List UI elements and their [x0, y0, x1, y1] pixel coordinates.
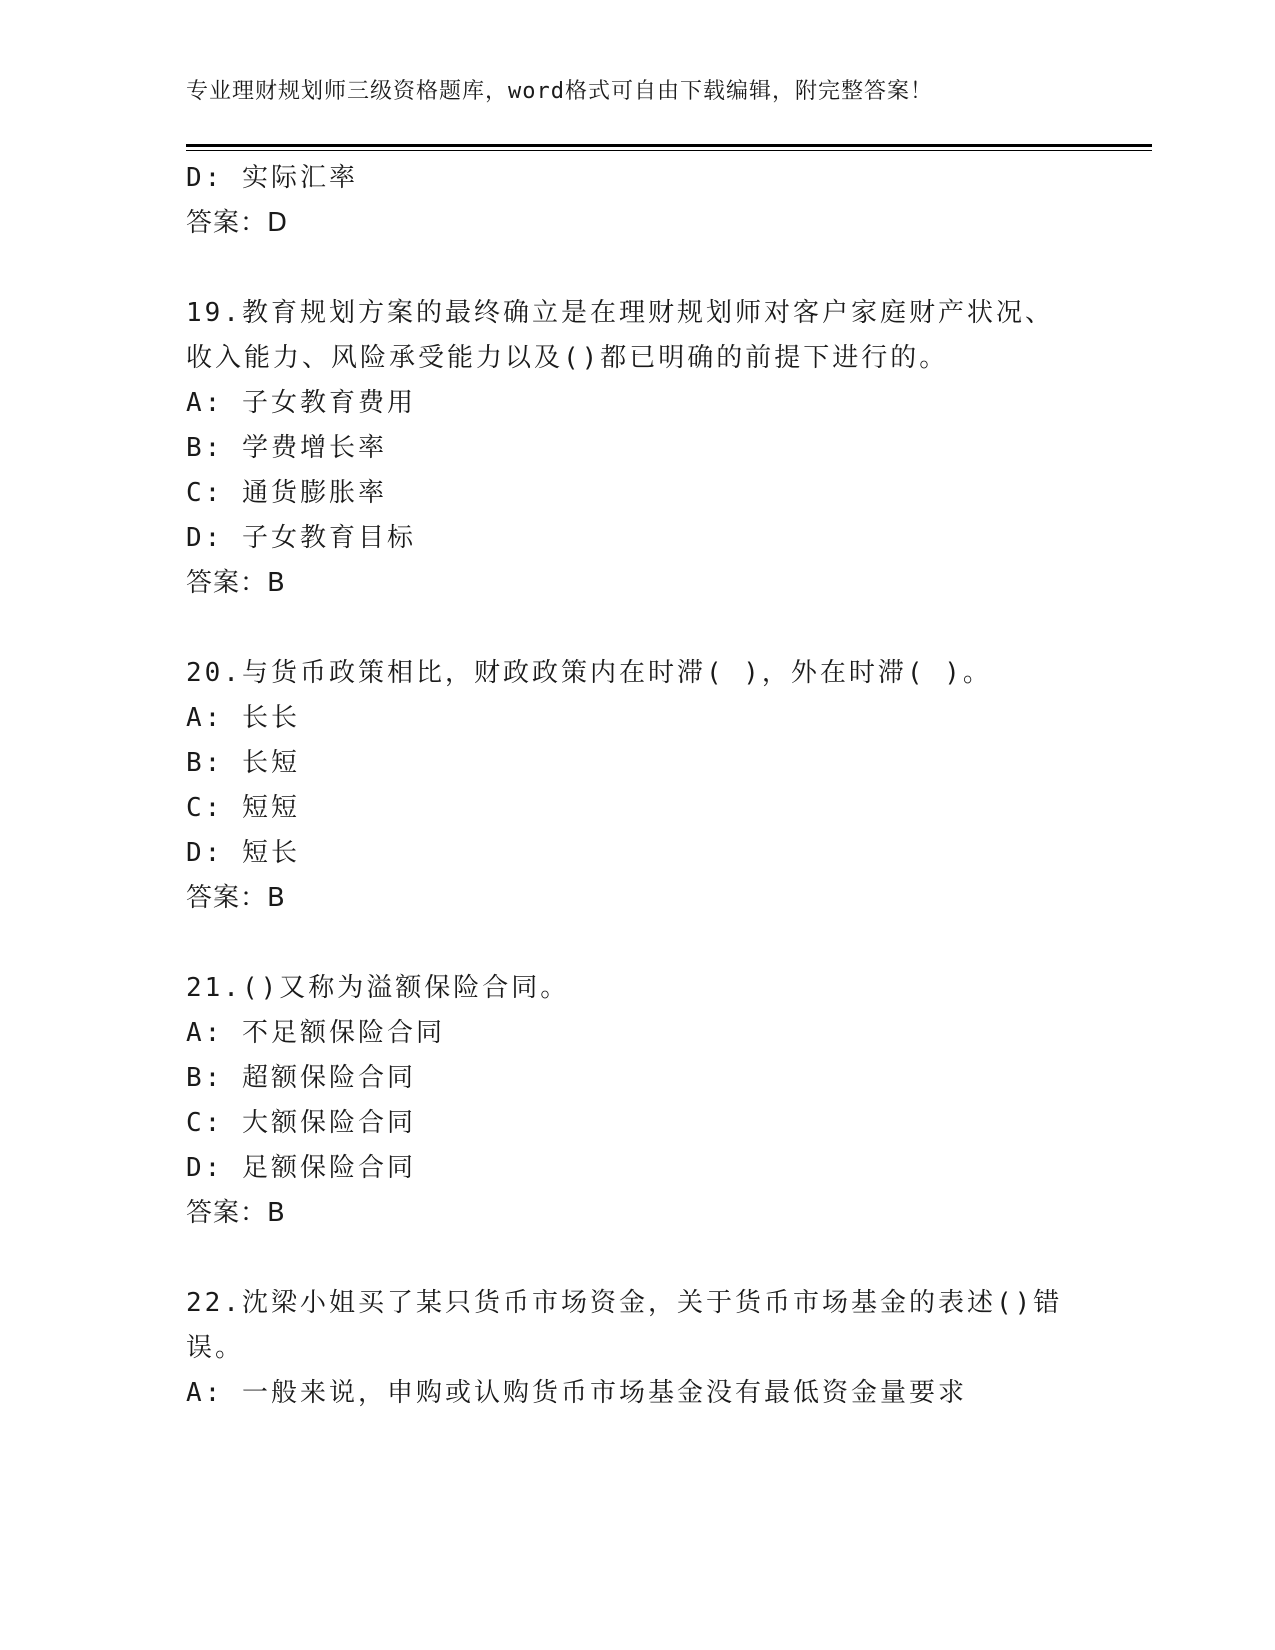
option-b: B: 学费增长率 — [186, 433, 387, 463]
header-rule-thick — [186, 144, 1152, 147]
option-c: C: 短短 — [186, 793, 300, 823]
option-a: A: 不足额保险合同 — [186, 1018, 445, 1048]
question-stem: 20.与货币政策相比，财政政策内在时滞( )，外在时滞( )。 — [186, 658, 992, 688]
question-stem: 19.教育规划方案的最终确立是在理财规划师对客户家庭财产状况、收入能力、风险承受能力以及()都已明确的前提下进行的。 — [186, 298, 1054, 373]
question-list — [186, 156, 1086, 1416]
option-c: C: 通货膨胀率 — [186, 478, 387, 508]
answer-line: 答案：D — [186, 208, 289, 238]
question-stem: 21.()又称为溢额保险合同。 — [186, 973, 570, 1003]
option-d: D: 实际汇率 — [186, 163, 358, 193]
spacer — [186, 606, 1086, 651]
option-a: A: 子女教育费用 — [186, 388, 416, 418]
option-a: A: 一般来说，申购或认购货币市场基金没有最低资金量要求 — [186, 1378, 967, 1408]
option-b: B: 超额保险合同 — [186, 1063, 416, 1093]
answer-line: 答案：B — [186, 1198, 286, 1228]
header-rule-thin — [186, 150, 1152, 151]
page-header: 专业理财规划师三级资格题库，word格式可自由下载编辑，附完整答案！ — [186, 79, 933, 104]
answer-line: 答案：B — [186, 568, 286, 598]
option-b: B: 长短 — [186, 748, 300, 778]
spacer — [186, 246, 1086, 291]
option-c: C: 大额保险合同 — [186, 1108, 416, 1138]
spacer — [186, 1236, 1086, 1281]
answer-line: 答案：B — [186, 883, 286, 913]
option-a: A: 长长 — [186, 703, 300, 733]
question-stem: 22.沈梁小姐买了某只货币市场资金，关于货币市场基金的表述()错误。 — [186, 1288, 1063, 1363]
option-d: D: 子女教育目标 — [186, 523, 416, 553]
option-d: D: 短长 — [186, 838, 300, 868]
spacer — [186, 921, 1086, 966]
option-d: D: 足额保险合同 — [186, 1153, 416, 1183]
